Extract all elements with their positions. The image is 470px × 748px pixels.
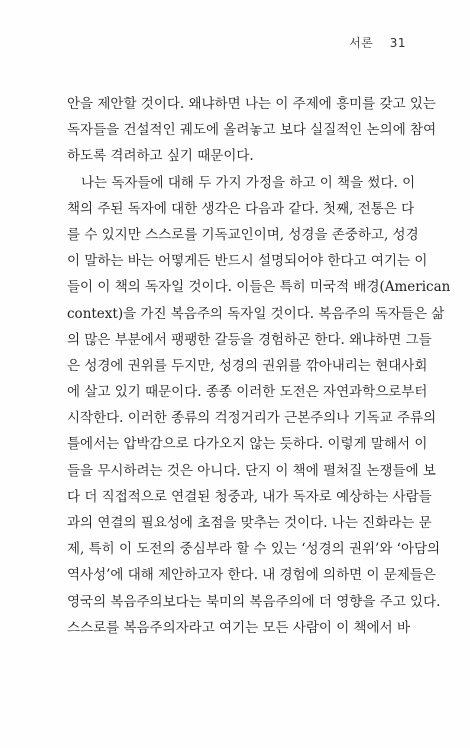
text-line: context)을 가진 복음주의 독자일 것이다. 복음주의 독자들은 삶: [67, 305, 445, 322]
paragraph-1: [67, 91, 437, 170]
text-line: 를 수 있지만 스스로를 기독교인이며, 성경을 존중하고, 성경: [67, 226, 419, 243]
section-title: 서론: [349, 36, 374, 50]
text-line: 과의 연결의 필요성에 초점을 맞추는 것이다. 나는 진화라는 문: [67, 515, 432, 531]
text-line: 은 성경에 권위를 두지만, 성경의 권위를 깎아내리는 현대사회: [67, 357, 428, 374]
text-line: 의 많은 부분에서 팽팽한 갈등을 경험하곤 한다. 왜냐하면 그들: [67, 331, 432, 348]
text-line: 다 더 직접적으로 연결된 청중과, 내가 독자로 예상하는 사람들: [67, 488, 432, 505]
text-line: 시작한다. 이러한 종류의 걱정거리가 근본주의나 기독교 주류의: [67, 410, 437, 427]
text-line: 나는 독자들에 대해 두 가지 가정을 하고 이 책을 썼다. 이: [81, 174, 416, 191]
text-line: 책의 주된 독자에 대한 생각은 다음과 같다. 첫째, 전통은 다: [67, 200, 415, 217]
text-line: 들이 이 책의 독자일 것이다. 이들은 특히 미국적 배경(American: [67, 279, 451, 296]
page-number: 31: [389, 36, 406, 50]
text-line: 제, 특히 이 도전의 중심부라 할 수 있는 ‘성경의 권위’와 ‘아담의: [67, 541, 441, 558]
text-line: 에 살고 있기 때문이다. 종종 이러한 도전은 자연과학으로부터: [67, 384, 428, 401]
text-line: 스스로를 복음주의자라고 여기는 모든 사람이 이 책에서 바: [67, 619, 411, 636]
body-text: [67, 91, 451, 641]
text-line: 들을 무시하려는 것은 아니다. 단지 이 책에 펼쳐질 논쟁들에 보: [67, 462, 436, 479]
text-line: 독자들을 건설적인 궤도에 올려놓고 보다 실질적인 논의에 참여: [67, 122, 437, 139]
text-line: 역사성’에 대해 제안하고자 한다. 내 경험에 의하면 이 문제들은: [67, 567, 436, 584]
text-line: 이 말하는 바는 어떻게든 반드시 설명되어야 한다고 여기는 이: [67, 253, 428, 270]
paragraph-2: [67, 170, 451, 641]
text-line: 안을 제안할 것이다. 왜냐하면 나는 이 주제에 흥미를 갖고 있는: [67, 96, 436, 112]
text-line: 하도록 격려하고 싶기 때문이다.: [67, 148, 254, 165]
running-head: [349, 34, 406, 51]
text-line: 영국의 복음주의보다는 북미의 복음주의에 더 영향을 주고 있다.: [67, 593, 441, 610]
text-line: 틀에서는 압박감으로 다가오지 않는 듯하다. 이렇게 말해서 이: [67, 436, 428, 453]
